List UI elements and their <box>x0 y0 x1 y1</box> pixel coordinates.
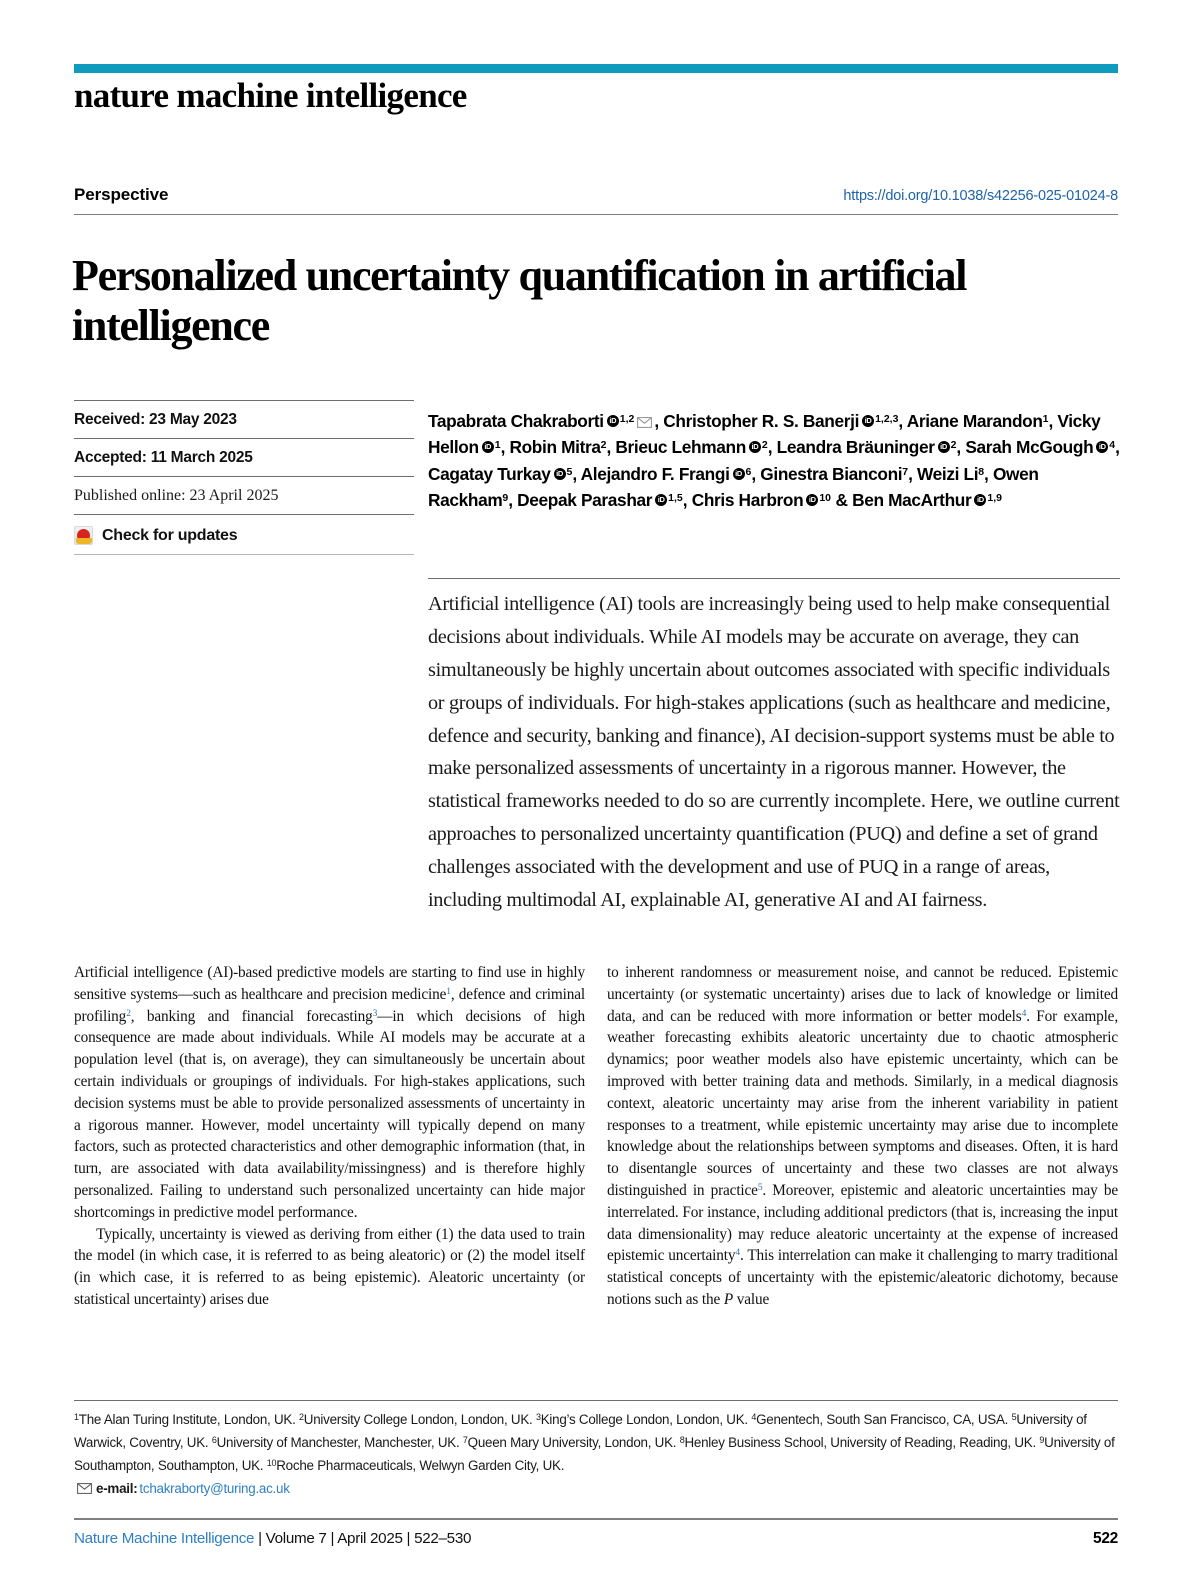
author-affiliation-marker: 9 <box>502 492 509 505</box>
publication-dates-panel <box>74 400 414 555</box>
affiliation-text: University of Warwick, Coventry, UK. <box>74 1412 1087 1451</box>
author-name: Deepak Parashar <box>517 490 653 511</box>
affiliation-text: Genentech, South San Francisco, CA, USA. <box>756 1412 1012 1427</box>
citation-reference[interactable]: 4 <box>735 1248 740 1259</box>
author-affiliation-marker: 5 <box>566 465 573 478</box>
orcid-icon[interactable] <box>655 494 667 506</box>
author-entry <box>428 411 654 431</box>
author-affiliation-marker: 4 <box>1109 439 1116 452</box>
affiliation-text: Queen Mary University, London, UK. <box>467 1435 680 1451</box>
author-affiliation-marker: 1 <box>494 439 501 452</box>
affiliation-text: University of Manchester, Manchester, UK. <box>216 1435 463 1451</box>
doi-link[interactable]: https://doi.org/10.1038/s42256-025-01024-8 <box>843 188 1118 204</box>
body-column-right <box>607 962 1118 1311</box>
author-affiliation-marker: 6 <box>745 465 752 478</box>
author-name: Cagatay Turkay <box>428 463 551 484</box>
envelope-icon <box>77 1483 92 1494</box>
affiliation-text: University of Southampton, Southampton, UK. <box>74 1435 1115 1474</box>
author-affiliation-marker: 1,2 <box>619 413 635 425</box>
header-divider <box>74 214 1118 215</box>
author-name: Robin Mitra <box>509 437 601 458</box>
author-affiliation-marker: 1 <box>1042 413 1049 425</box>
email-label: e-mail: <box>96 1481 138 1497</box>
affiliation-marker: 6 <box>211 1435 217 1446</box>
author-affiliation-marker: 10 <box>819 492 832 505</box>
author-affiliation-marker: 7 <box>902 465 909 478</box>
footer-citation <box>74 1530 471 1547</box>
author-name: Weizi Li <box>916 463 979 484</box>
orcid-icon[interactable] <box>554 468 566 480</box>
affiliation-text: University College London, London, UK. <box>303 1412 536 1427</box>
check-for-updates-label: Check for updates <box>102 526 238 544</box>
affiliation-marker: 8 <box>679 1435 685 1446</box>
masthead-accent-bar <box>74 64 1118 73</box>
author-affiliation-marker: 1,5 <box>668 492 683 505</box>
author-name: Sarah McGough <box>965 437 1094 458</box>
orcid-icon[interactable] <box>482 441 494 453</box>
abstract-text: Artificial intelligence (AI) tools are increasingly being used to help make consequential decisions about individuals. While AI models may be accurate on average, they can simultaneously be highly uncertain about outcomes associated with specific individuals or groups of individuals. For high-stakes applications (such as healthcare and medicine, defence and security, banking and finance), AI decision-support systems must be able to make personalized assessments of uncertainty in a rigorous manner. However, the statistical frameworks needed to do so are currently incomplete. Here, we outline current approaches to personalized uncertainty quantification (PUQ) and define a set of grand challenges associated with the development and use of PUQ in a range of areas, including multimodal AI, explainable AI, generative AI and AI fairness. <box>428 593 1120 911</box>
crossmark-icon <box>74 526 93 545</box>
author-entry <box>615 437 767 457</box>
affiliations-divider <box>74 1400 1118 1401</box>
author-entry <box>509 437 606 457</box>
orcid-icon[interactable] <box>749 441 761 453</box>
affiliation-text: Henley Business School, University of Reading, Reading, UK. <box>684 1435 1040 1451</box>
corresponding-email-link[interactable]: tchakraborty@turing.ac.uk <box>139 1481 290 1497</box>
author-entry <box>852 490 1002 510</box>
footer-journal-name[interactable]: Nature Machine Intelligence <box>74 1530 255 1547</box>
orcid-icon[interactable] <box>806 494 818 506</box>
affiliations-text <box>74 1408 1120 1477</box>
orcid-icon[interactable] <box>974 494 986 506</box>
orcid-icon[interactable] <box>862 415 874 427</box>
corresponding-email-line <box>74 1477 1120 1500</box>
body-paragraph: to inherent randomness or measurement noise, and cannot be reduced. Epistemic uncertainty (or systematic uncertainty) arises due to lack of knowledge or limited data, and can be reduced with more information or better models$^4$. For example, weather forecasting exhibits aleatoric uncertainty due to chaotic atmospheric dynamics; poor weather models also have epistemic uncertainty, which can be improved with better training data and methods. Similarly, in a medical diagnosis context, aleatoric uncertainty may arise from the inherent variability in patient responses to a treatment, while epistemic uncertainty may arise due to incomplete knowledge about the relationships between symptoms and diseases. Often, it is hard to disentangle sources of uncertainty and these two classes are not always distinguished in practice$^5$. Moreover, epistemic and aleatoric uncertainties may be interrelated. For instance, including additional predictors (that is, increasing the input data dimensionality) may reduce aleatoric uncertainty at the expense of increased epistemic uncertainty$^4$. This interrelation can make it challenging to marry traditional statistical concepts of uncertainty with the epistemic/aleatoric dichotomy, because notions such as the P value <box>607 964 1119 1308</box>
affiliation-marker: 2 <box>299 1412 304 1422</box>
author-name: Ginestra Bianconi <box>760 463 903 484</box>
affiliation-marker: 3 <box>535 1412 541 1422</box>
citation-reference[interactable]: 2 <box>126 1008 131 1019</box>
author-name: Vicky Hellon <box>428 411 1101 458</box>
affiliation-text: Roche Pharmaceuticals, Welwyn Garden City, UK. <box>276 1458 565 1474</box>
author-entry <box>517 490 683 510</box>
author-affiliation-marker: 2 <box>761 439 768 452</box>
page-footer <box>74 1530 1118 1548</box>
author-entry <box>917 464 984 484</box>
author-entry <box>663 411 898 431</box>
affiliation-marker: 10 <box>266 1458 277 1469</box>
page-number: 522 <box>1093 1530 1118 1547</box>
journal-masthead-title: nature machine intelligence <box>74 76 467 115</box>
author-name: Owen Rackham <box>428 463 1039 511</box>
body-paragraph: Artificial intelligence (AI)-based predictive models are starting to find use in highly sensitive systems—such as healthcare and precision medicine$^1$, defence and criminal profiling$^2$, banking and financial forecasting$^3$—in which decisions of high consequence are made about individuals. While AI models may be accurate at a population level (that is, on average), they can simultaneously be uncertain about certain individuals or groupings of individuals. For high-stakes applications, such decision systems must be able to provide personalized assessments of uncertainty in a rigorous manner. However, model uncertainty will typically depend on many factors, such as protected characteristics and other demographic information (that, in turn, are associated with data availability/missingness) and is therefore highly personalized. Failing to understand such personalized uncertainty can hide major shortcomings in predictive model performance. <box>74 964 585 1221</box>
check-for-updates-button[interactable] <box>74 515 414 554</box>
citation-reference[interactable]: 5 <box>757 1182 763 1193</box>
published-online-date: Published online: 23 April 2025 <box>74 487 279 504</box>
author-affiliation-marker: 8 <box>978 465 985 478</box>
author-affiliation-marker: 1,9 <box>987 492 1002 505</box>
body-column-left <box>74 962 585 1311</box>
author-entry <box>581 464 752 484</box>
citation-reference[interactable]: 4 <box>1021 1008 1027 1019</box>
author-entry <box>907 411 1049 431</box>
affiliation-text: The Alan Turing Institute, London, UK. <box>78 1412 300 1427</box>
meta-divider <box>74 554 414 555</box>
orcid-icon[interactable] <box>733 468 745 480</box>
affiliation-marker: 9 <box>1039 1435 1045 1446</box>
affiliation-marker: 5 <box>1011 1412 1017 1422</box>
accepted-date: Accepted: 11 March 2025 <box>74 449 253 466</box>
affiliation-text: King’s College London, London, UK. <box>540 1412 752 1427</box>
received-date: Received: 23 May 2023 <box>74 411 237 428</box>
article-type-row <box>74 185 1118 205</box>
author-affiliation-marker: 1,2,3 <box>875 413 899 425</box>
author-entry <box>965 437 1115 457</box>
author-name: Ben MacArthur <box>852 490 972 511</box>
author-name: Brieuc Lehmann <box>615 437 746 458</box>
author-name: Ariane Marandon <box>906 411 1043 431</box>
article-type-label: Perspective <box>74 185 169 204</box>
author-affiliation-marker: 2 <box>600 439 607 452</box>
author-name: Christopher R. S. Banerji <box>663 411 860 431</box>
italic-term: P <box>723 1290 734 1308</box>
author-name: Chris Harbron <box>691 490 804 511</box>
orcid-icon[interactable] <box>938 441 950 453</box>
citation-reference[interactable]: 1 <box>446 986 451 997</box>
abstract-divider <box>428 578 1120 579</box>
footer-volume-info: | Volume 7 | April 2025 | 522–530 <box>254 1530 472 1547</box>
page-title: Personalized uncertainty quantification in artificial intelligence <box>72 251 967 350</box>
author-entry <box>777 437 957 457</box>
author-entry <box>428 464 572 484</box>
orcid-icon[interactable] <box>1096 441 1108 453</box>
orcid-icon[interactable] <box>607 415 619 427</box>
affiliation-marker: 7 <box>462 1435 468 1446</box>
affiliation-marker: 1 <box>74 1412 79 1422</box>
affiliations-block <box>74 1408 1120 1500</box>
citation-reference[interactable]: 3 <box>372 1008 378 1019</box>
author-entry <box>692 490 831 510</box>
author-entry <box>760 464 908 484</box>
envelope-icon[interactable] <box>637 417 652 428</box>
author-list: Tapabrata Chakraborti iD $^{1,2}$ , Christopher R. S. Banerji iD $^{1,2,3}$, Ariane Marandon$^1$, Vicky Hellon iD $^1$, Robin Mitra$^2$, Brieuc Lehmann iD $^2$, Leandra Bräuninger iD $^2$, Sarah McGough iD $^4$, Cagatay Turkay iD $^5$, Alejandro F. FrangiiD $^6$, Ginestra Bianconi$^7$, Weizi Li$^8$, Owen Rackham$^9$, Deepak Parashar iD $^{1,5}$, Chris Harbron iD $^{10}$ & Ben MacArthur iD $^{1,9}$ <box>428 408 1120 514</box>
author-affiliation-marker: 2 <box>950 439 957 452</box>
author-name: Leandra Bräuninger <box>776 437 935 458</box>
affiliation-marker: 4 <box>751 1412 757 1422</box>
body-paragraph: Typically, uncertainty is viewed as deriving from either (1) the data used to train the model (in which case, it is referred to as being aleatoric) or (2) the model itself (in which case, it is referred to as being epistemic). Aleatoric uncertainty (or statistical uncertainty) arises due <box>74 1225 585 1308</box>
author-name: Alejandro F. Frangi <box>580 463 730 484</box>
footer-divider <box>74 1518 1118 1520</box>
author-name: Tapabrata Chakraborti <box>428 411 604 431</box>
